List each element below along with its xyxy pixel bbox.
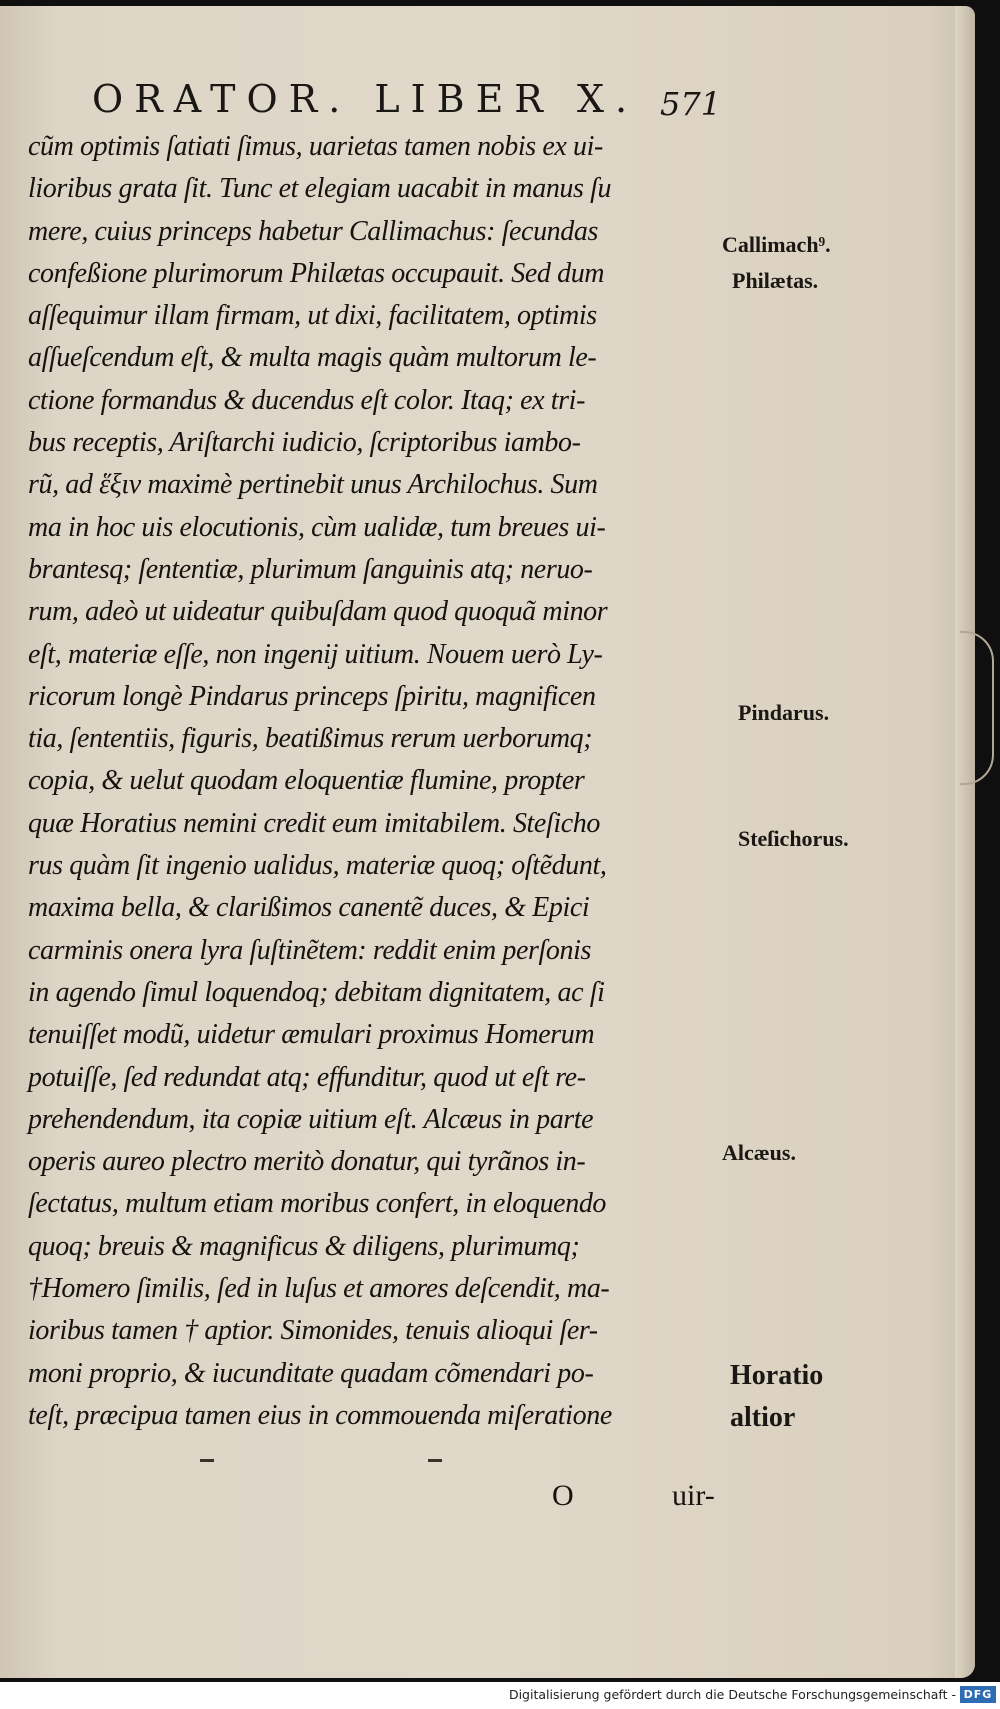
text-line: eſt, materiæ eſſe, non ingenij uitium. Nouem uerò Ly- [28, 638, 603, 670]
text-line: aſſequimur illam firmam, ut dixi, facilitatem, optimis [28, 300, 597, 332]
text-line: confeßione plurimorum Philætas occupauit. Sed dum [28, 257, 605, 289]
margin-note-altior: altior [730, 1402, 796, 1433]
text-line: cũm optimis ſatiati ſimus, uarietas tamen nobis ex ui- [28, 131, 603, 162]
text-line: mere, cuius princeps habetur Callimachus: ſecundas [28, 215, 598, 247]
dfg-logo: DFG [960, 1686, 996, 1703]
text-line: aſſueſcendum eſt, & multa magis quàm multorum le- [28, 342, 597, 374]
running-head: ORATOR. LIBER X. [92, 77, 639, 121]
text-line: rum, adeò ut uideatur quibuſdam quod quoquã minor [28, 596, 608, 628]
text-line: rũ, ad ἕξιν maximè pertinebit unus Archilochus. Sum [28, 469, 598, 501]
text-line: rus quàm ſit ingenio ualidus, materiæ quoq; oſtẽdunt, [28, 850, 607, 882]
catchword: uir- [672, 1479, 715, 1512]
text-line: quæ Horatius nemini credit eum imitabilem. Steſicho [28, 807, 600, 839]
text-line: teſt, præcipua tamen eius in commouenda miſeratione [28, 1399, 612, 1431]
type-mark [428, 1459, 442, 1462]
page-fold [960, 631, 994, 785]
text-line: ma in hoc uis elocutionis, cùm ualidæ, tum breues ui- [28, 511, 606, 543]
margin-note-stesichorus: Steſichorus. [738, 826, 849, 851]
text-line: ctione formandus & ducendus eſt color. Itaq; ex tri- [28, 384, 585, 416]
text-line: tia, ſententiis, figuris, beatißimus rerum uerborumq; [28, 723, 593, 755]
text-line: potuiſſe, ſed redundat atq; effunditur, quod ut eſt re- [28, 1061, 586, 1093]
text-line: copia, & uelut quodam eloquentiæ flumine, propter [28, 765, 585, 797]
signature-mark: O [552, 1479, 574, 1512]
text-line: tenuiſſet modũ, uidetur æmulari proximus Homerum [28, 1019, 595, 1051]
type-mark [200, 1459, 214, 1462]
page-edge [955, 6, 975, 1678]
footer-credit: Digitalisierung gefördert durch die Deutsche Forschungsgemeinschaft - [508, 1687, 956, 1702]
margin-note-callimachus: Callimach⁹. [722, 232, 831, 257]
text-line: †Homero ſimilis, ſed in luſus et amores deſcendit, ma- [28, 1273, 610, 1305]
text-line: bus receptis, Ariſtarchi iudicio, ſcriptoribus iambo- [28, 427, 581, 459]
text-line: lioribus grata ſit. Tunc et elegiam uacabit in manus ſu [28, 173, 612, 205]
text-line: ricorum longè Pindarus princeps ſpiritu, magnificen [28, 680, 596, 712]
text-line: operis aureo plectro meritò donatur, qui tyrãnos in- [28, 1146, 586, 1178]
book-page [0, 6, 975, 1678]
text-line: in agendo ſimul loquendoq; debitam dignitatem, ac ſi [28, 976, 605, 1008]
margin-note-philetas: Philætas. [732, 268, 819, 293]
body-text [28, 126, 728, 1437]
text-line: ſectatus, multum etiam moribus confert, in eloquendo [28, 1188, 607, 1220]
page-number: 571 [660, 85, 722, 123]
footer-bar [0, 1682, 1000, 1709]
text-line: moni proprio, & iucunditate quadam cõmendari po- [28, 1357, 594, 1389]
text-line: quoq; breuis & magnificus & diligens, plurimumq; [28, 1230, 580, 1262]
text-line: ioribus tamen † aptior. Simonides, tenuis alioqui ſer- [28, 1315, 598, 1347]
text-line: carminis onera lyra ſuſtinẽtem: reddit enim perſonis [28, 934, 591, 966]
text-line: prehendendum, ita copiæ uitium eſt. Alcæus in parte [28, 1103, 594, 1135]
margin-note-pindarus: Pindarus. [738, 700, 830, 725]
margin-note-alcaeus: Alcæus. [722, 1140, 796, 1165]
margin-note-horatio: Horatio [730, 1360, 824, 1391]
text-line: maxima bella, & clarißimos canentẽ duces, & Epici [28, 892, 590, 924]
text-line: brantesq; ſententiæ, plurimum ſanguinis atq; neruo- [28, 553, 593, 585]
